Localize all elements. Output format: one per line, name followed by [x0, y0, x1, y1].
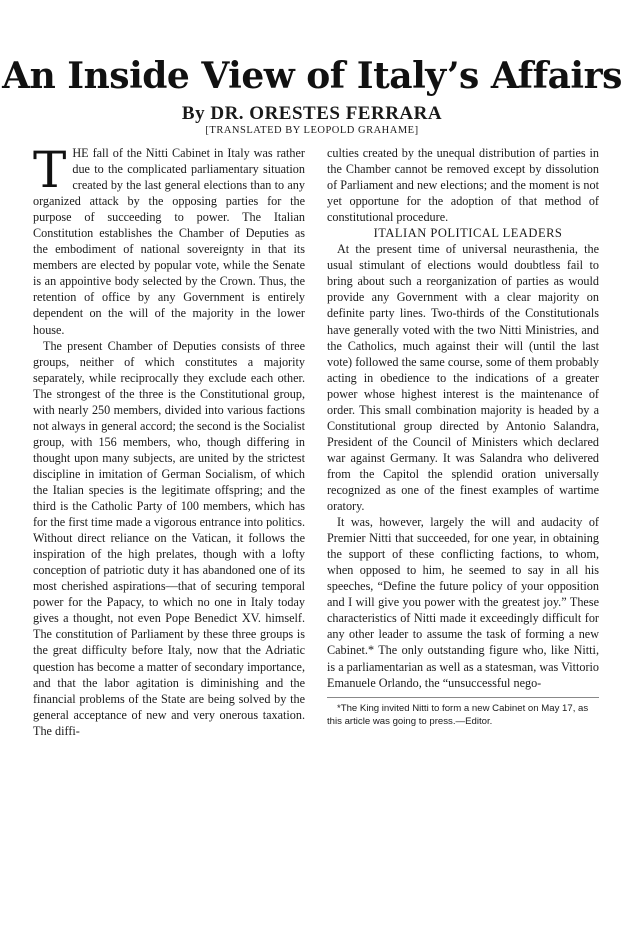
- right-column: [327, 145, 599, 728]
- footnote: *The King invited Nitti to form a new Cabinet on May 17, as this article was going to press.—Editor.: [327, 702, 589, 727]
- paragraph: [33, 141, 305, 338]
- paragraph-text: HE fall of the Nitti Cabinet in Italy was rather due to the complicated parliamentary situation created by the last general elections than to any organized attack by the opposing parties for the purpose of succeeding to power. The Italian Constitution establishes the Chamber of Deputies as the embodiment of national sovereignty in that its members are elected by popular vote, while the Senate is an appointive body selected by the Crown. Thus, the retention of office by any Government is entirely dependent on the will of the majority in the lower house.: [33, 146, 305, 337]
- paragraph: The present Chamber of Deputies consists of three groups, neither of which constitutes a majority separately, while reciprocally they exclude each other. The strongest of the three is the Constitutional group, with nearly 250 members, divided into various factions not always in general accord; the second is the Socialist group, with 156 members, who, though differing in thought upon many subjects, are united by the strictest discipline in imitation of German Socialism, of which the Italian species is the legitimate offspring; and the third is the Catholic Party of 100 members, which has for the first time made a vigorous entrance into politics. Without direct reliance on the Vatican, it follows the inspiration of the high prelates, though with a lofty conception of patriotic duty it has abandoned one of its most cherished aspirations—that of securing temporal power for the Papacy, to which no one in Italy today gives a thought, not even Pope Benedict XV. himself. The constitution of Parliament by these three groups is the great difficulty before Italy, now that the Adriatic question has become a matter of secondary importance, and that the labor agitation is diminishing and the financial problems of the State are being solved by the general acceptance of new and very onerous taxation. The diffi-: [33, 338, 305, 738]
- section-heading: ITALIAN POLITICAL LEADERS: [373, 226, 563, 241]
- translator-credit: [TRANSLATED BY LEOPOLD GRAHAME]: [205, 125, 419, 136]
- paragraph: culties created by the unequal distribution of parties in the Chamber cannot be removed except by dissolution of Parliament and new elections; and the moment is not yet opportune for the adoption of that method of constitutional procedure.: [327, 146, 599, 225]
- footnote-divider: [327, 697, 599, 698]
- article-byline: By DR. ORESTES FERRARA: [181, 103, 443, 124]
- left-column: [33, 141, 305, 739]
- article-title: An Inside View of Italy’s Affairs: [2, 55, 622, 97]
- paragraph: It was, however, largely the will and audacity of Premier Nitti that succeeded, for one year, in obtaining the support of these conflicting factions, to whom, when opposed to him, he seemed to say in all his speeches, “Define the future policy of your opposition and I will give you power with the greatest joy.” These characteristics of Nitti made it exceedingly difficult for any other leader to assume the task of forming a new Cabinet.* The only outstanding figure who, like Nitti, is a parliamentarian as well as a statesman, was Vittorio Emanuele Orlando, the “unsuccessful nego-: [327, 515, 599, 690]
- drop-cap: T: [33, 141, 67, 199]
- paragraph: At the present time of universal neurasthenia, the usual stimulant of elections would doubtless fail to bring about such a reorganization of parties as would provide any Government with a clear majority on definite party lines. Two-thirds of the Constitutionals have generally voted with the two Nitti Ministries, and the Catholics, much against their will (until the last vote) followed the same course, some of them probably acting in obedience to the indications of a greater power whose highest interest is the maintenance of order. This small combination majority is headed by a Constitutional group directed by Antonio Salandra, President of the Council of Ministers which declared war against Germany. It was Salandra who delivered from the Capitol the splendid oration universally recognized as one of the finest examples of wartime oratory.: [327, 242, 599, 514]
